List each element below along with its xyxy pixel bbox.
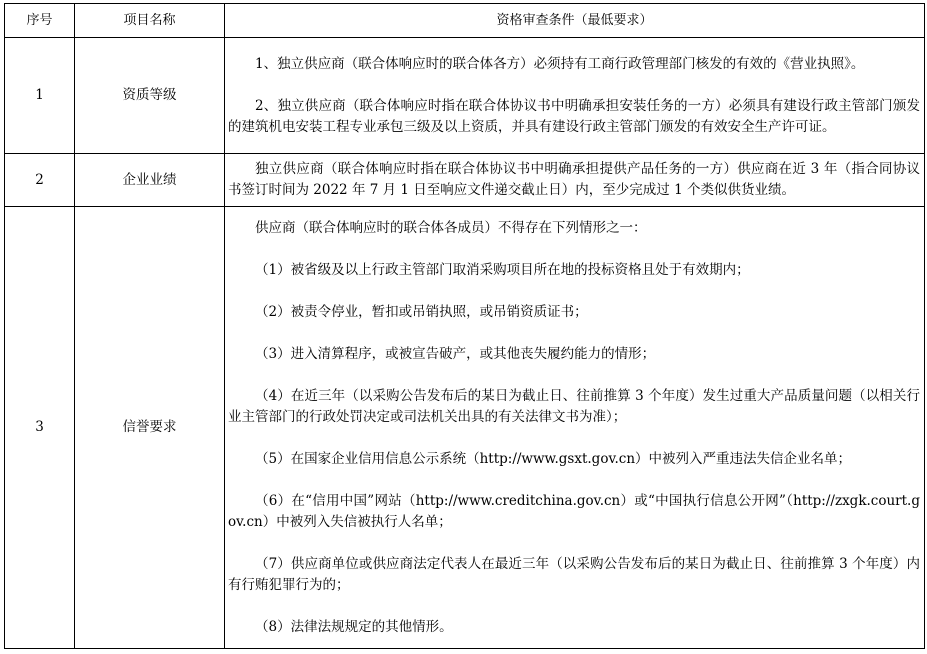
requirement-paragraph: （3）进入清算程序，或被宣告破产，或其他丧失履约能力的情形； xyxy=(255,345,656,362)
header-name: 项目名称 xyxy=(75,4,225,38)
qualification-table xyxy=(4,3,925,649)
requirement-paragraph: 2、独立供应商（联合体响应时指在联合体协议书中明确承担安装任务的一方）必须具有建设行政主管部门颁发的建筑机电安装工程专业承包三级及以上资质，并具有建设行政主管部门颁发的有效安全生产许可证。 xyxy=(228,97,920,135)
header-row xyxy=(5,4,925,38)
requirement-paragraph: 1、独立供应商（联合体响应时的联合体各方）必须持有工商行政管理部门核发的有效的《营业执照》。 xyxy=(255,55,865,72)
table-row xyxy=(5,207,925,649)
requirement-paragraph: （8）法律法规规定的其他情形。 xyxy=(255,618,453,635)
requirement-paragraph: （2）被责令停业，暂扣或吊销执照，或吊销资质证书； xyxy=(255,303,588,320)
requirement-paragraph: （7）供应商单位或供应商法定代表人在最近三年（以采购公告发布后的某日为截止日、往前推算 3 个年度）内有行贿犯罪行为的； xyxy=(228,555,920,593)
requirement-paragraph: （5）在国家企业信用信息公示系统（http://www.gsxt.gov.cn）中被列入严重违法失信企业名单； xyxy=(255,450,852,467)
row-number: 1 xyxy=(5,38,75,154)
table-row xyxy=(5,38,925,154)
requirement-paragraph: 供应商（联合体响应时的联合体各成员）不得存在下列情形之一： xyxy=(255,219,647,236)
row-number: 2 xyxy=(5,154,75,207)
requirement-cell xyxy=(225,154,925,207)
header-no: 序号 xyxy=(5,4,75,38)
item-name: 资质等级 xyxy=(75,38,225,154)
requirement-paragraph: 独立供应商（联合体响应时指在联合体协议书中明确承担提供产品任务的一方）供应商在近 3 年（指合同协议书签订时间为 2022 年 7 月 1 日至响应文件递交截止日）内，至少完成过 1 个类似供货业绩。 xyxy=(228,161,920,198)
table-row xyxy=(5,154,925,207)
row-number: 3 xyxy=(5,207,75,649)
requirement-paragraph: （1）被省级及以上行政主管部门取消采购项目所在地的投标资格且处于有效期内； xyxy=(255,261,750,278)
requirement-cell xyxy=(225,207,925,649)
header-requirement: 资格审查条件（最低要求） xyxy=(225,4,925,38)
requirement-paragraph: （6）在“信用中国”网站（http://www.creditchina.gov.cn）或“中国执行信息公开网”（http://zxgk.court.gov.cn）中被列入失信被执行人名单； xyxy=(228,492,920,530)
requirement-paragraph: （4）在近三年（以采购公告发布后的某日为截止日、往前推算 3 个年度）发生过重大产品质量问题（以相关行业主管部门的行政处罚决定或司法机关出具的有关法律文书为准）； xyxy=(228,387,920,425)
item-name: 信誉要求 xyxy=(75,207,225,649)
item-name: 企业业绩 xyxy=(75,154,225,207)
requirement-cell xyxy=(225,38,925,154)
